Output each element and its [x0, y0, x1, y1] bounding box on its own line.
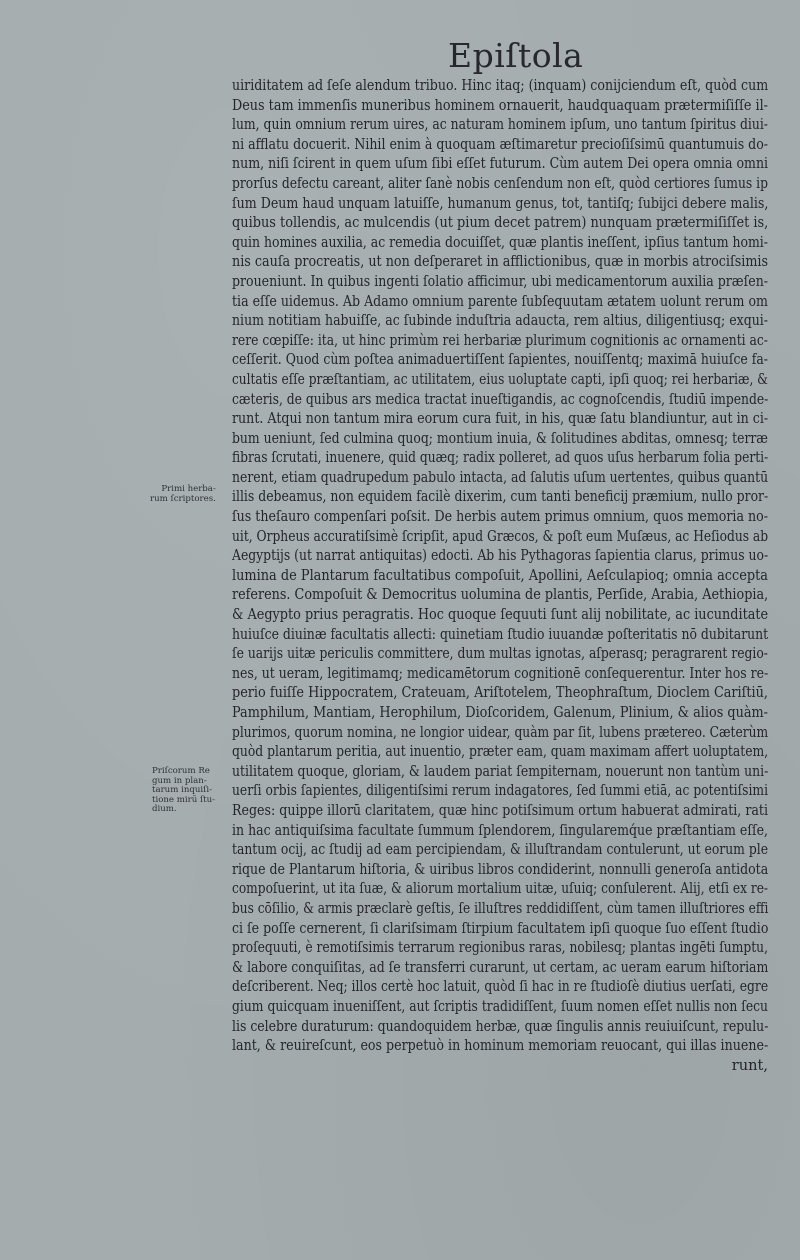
margin-note-line: tione mirū ſtu- — [152, 794, 216, 805]
catchword: runt, — [731, 1056, 768, 1074]
text-line: nis cauſa procreatis, ut non deſperaret in afflictionibus, quæ in morbis atrociſsimis — [232, 253, 769, 271]
text-line: Reges: quippe illorū claritatem, quæ hinc potiſsimum ortum habuerat admirati, rati — [232, 801, 768, 819]
text-line: lum, quin omnium rerum uires, ac naturam hominem ipſum, uno tantum ſpiritus diui- — [232, 116, 768, 134]
text-line: compoſuerint, ut ita ſuæ, & aliorum mortalium uitæ, uſuiq; conſulerent. Alij, etſi ex re- — [232, 880, 769, 898]
text-line: fibras ſcrutati, inuenere, quid quæq; radix polleret, ad quos uſus herbarum folia perti- — [232, 449, 769, 467]
text-line: num, niſi ſcirent in quem uſum ſibi eſſet futurum. Cùm autem Dei opera omnia omni — [232, 155, 769, 173]
text-line: nium notitiam habuiſſe, ac ſubinde induſtria adaucta, rem altius, diligentiusq; exqui- — [232, 312, 768, 330]
margin-note-line: rum ſcriptores. — [150, 493, 216, 504]
text-line: ni afflatu docuerit. Nihil enim à quoquam æſtimaretur precioſiſsimū quantumuis do- — [232, 135, 769, 153]
text-line: lant, & reuireſcunt, eos perpetuò in hominum memoriam reuocant, qui illas inuene- — [232, 1037, 769, 1055]
text-line: perio fuiſſe Hippocratem, Crateuam, Ariſtotelem, Theophraſtum, Dioclem Cariſtiū, — [232, 684, 769, 702]
text-line: ſum Deum haud unquam latuiſſe, humanum genus, tot, tantiſq; ſubijci debere malis, — [232, 194, 769, 212]
text-line: & labore conquiſitas, ad ſe transferri curarunt, ut certam, ac ueram earum hiſtoriam — [232, 958, 769, 976]
text-line: uerſi orbis ſapientes, diligentiſsimi rerum indagatores, ſed ſummi etiā, ac potentiſsimi — [232, 782, 769, 800]
body-text — [232, 76, 768, 1075]
text-line: tantum ocij, ac ſtudij ad eam percipiendam, & illuſtrandam contulerunt, ut eorum ple — [232, 841, 769, 859]
text-line: runt. Atqui non tantum mira eorum cura fuit, in his, quæ ſatu blandiuntur, aut in ci- — [232, 410, 769, 428]
margin-note-ancient-kings — [152, 767, 215, 815]
text-line: Aegyptijs (ut narrat antiquitas) edocti. Ab his Pythagoras ſapientia clarus, primus uo- — [232, 547, 769, 565]
text-line: ceſſerit. Quod cùm poſtea animaduertiſſent ſapientes, nouiſſentq; maximā huiuſce fa- — [232, 351, 768, 369]
text-line: bus cōſilio, & armis præclarè geſtis, ſe illuſtres reddidiſſent, cùm tamen illuſtriores effi — [232, 899, 769, 917]
text-line: proueniunt. In quibus ingenti ſolatio afficimur, ubi medicamentorum auxilia præſen- — [232, 272, 769, 290]
text-line: nes, ut ueram, legitimamq; medicamētorum cognitionē conſequerentur. Inter hos re- — [232, 664, 769, 682]
text-line: proſequuti, è remotiſsimis terrarum regionibus raras, nobilesq; plantas ingēti ſumptu, — [232, 939, 768, 957]
text-line: deſcriberent. Neq; illos certè hoc latuit, quòd ſi hac in re ſtudioſè diutius uerſati, egre — [232, 978, 769, 996]
text-line: plurimos, quorum nomina, ne longior uidear, quàm par ſit, lubens prætereo. Cæterùm — [232, 723, 769, 741]
text-line: ci ſe poſſe cernerent, ſi clariſsimam ſtirpium facultatem ipſi quoque ſuo eſſent ſtudio — [232, 919, 769, 937]
text-line: rere cœpiſſe: ita, ut hinc primùm rei herbariæ plurimum cognitionis ac ornamenti ac- — [232, 331, 768, 349]
text-line: Deus tam immenſis muneribus hominem ornauerit, haudquaquam prætermiſiſſe il- — [232, 96, 768, 114]
text-line: in hac antiquiſsima facultate ſummum ſplendorem, ſingularemq́ue præſtantiam eſſe, — [232, 821, 769, 839]
text-line: illis debeamus, non equidem facilè dixerim, cum tanti beneficij præmium, nullo pror- — [232, 488, 769, 506]
margin-note-line: gum in plan- — [152, 775, 207, 786]
text-line: ſus theſauro compenſari poſsit. De herbis autem primus omnium, quos memoria no- — [232, 508, 768, 526]
margin-note-line: Priſcorum Re — [152, 766, 210, 776]
text-line: nerent, etiam quadrupedum pabulo intacta, ad ſalutis uſum uertentes, quibus quantū — [232, 468, 769, 486]
text-line: uiriditatem ad ſeſe alendum tribuo. Hinc itaq; (inquam) conijciendum eſt, quòd cum — [232, 77, 769, 94]
text-line: tia eſſe uidemus. Ab Adamo omnium parente ſubſequutam ætatem uolunt rerum om — [232, 292, 768, 310]
text-line: quin homines auxilia, ac remedia docuiſſet, quæ plantis ineſſent, ipſius tantum homi- — [232, 233, 768, 251]
text-line: uit, Orpheus accuratiſsimè ſcripſit, apud Græcos, & poſt eum Muſæus, ac Heſiodus ab — [232, 527, 769, 545]
text-line: ſe uarijs uitæ periculis committere, dum multas ignotas, aſperasq; peragrarent regio- — [232, 645, 768, 663]
text-line: utilitatem quoque, gloriam, & laudem pariat ſempiternam, nouerunt non tantùm uni- — [232, 762, 769, 780]
text-line: lumina de Plantarum facultatibus compoſuit, Apollini, Aeſculapioq; omnia accepta — [232, 566, 768, 584]
text-line: cæteris, de quibus ars medica tractat inueſtigandis, ac cognoſcendis, ſtudiū impende- — [232, 390, 769, 408]
margin-note-line: dium. — [152, 804, 177, 815]
text-line: cultatis eſſe præſtantiam, ac utilitatem, eius uoluptate capti, ipſi quoq; rei herbariæ, & — [232, 370, 769, 388]
margin-note-first-herbal-writers — [150, 485, 216, 504]
text-line: prorſus defectu careant, aliter ſanè nobis cenſendum non eſt, quòd certiores ſumus ip — [232, 174, 769, 192]
text-line: quibus tollendis, ac mulcendis (ut pium decet patrem) nunquam prætermiſiſſet is, — [232, 214, 769, 232]
text-line: bum ueniunt, ſed culmina quoq; montium inuia, & ſolitudines abditas, omnesq; terræ — [232, 429, 768, 447]
text-line: gium quicquam inueniſſent, aut ſcriptis tradidiſſent, ſuum nomen eſſet nullis non ſecu — [232, 997, 768, 1015]
text-line: lis celebre duraturum: quandoquidem herbæ, quæ ſingulis annis reuiuiſcunt, repulu- — [232, 1017, 769, 1035]
text-line: Pamphilum, Mantiam, Herophilum, Dioſcoridem, Galenum, Plinium, & alios quàm- — [232, 704, 769, 721]
text-line: huiuſce diuinæ facultatis allecti: quinetiam ſtudio iuuandæ poſteritatis nō dubitarunt — [232, 625, 769, 643]
running-head: Epiſtola — [448, 36, 584, 75]
margin-note-line: Primi herba- — [161, 484, 216, 494]
text-line: referens. Compoſuit & Democritus uolumina de plantis, Perſide, Arabia, Aethiopia, — [232, 586, 769, 604]
text-line: & Aegypto prius peragratis. Hoc quoque ſequuti ſunt alij nobilitate, ac iucunditate — [232, 606, 769, 624]
margin-note-line: tarum inquiſi- — [152, 785, 213, 796]
text-line: rique de Plantarum hiſtoria, & uiribus libros condiderint, nonnulli generoſa antidota — [232, 860, 769, 878]
text-line: quòd plantarum peritia, aut inuentio, præter eam, quam maximam affert uoluptatem, — [232, 743, 769, 761]
